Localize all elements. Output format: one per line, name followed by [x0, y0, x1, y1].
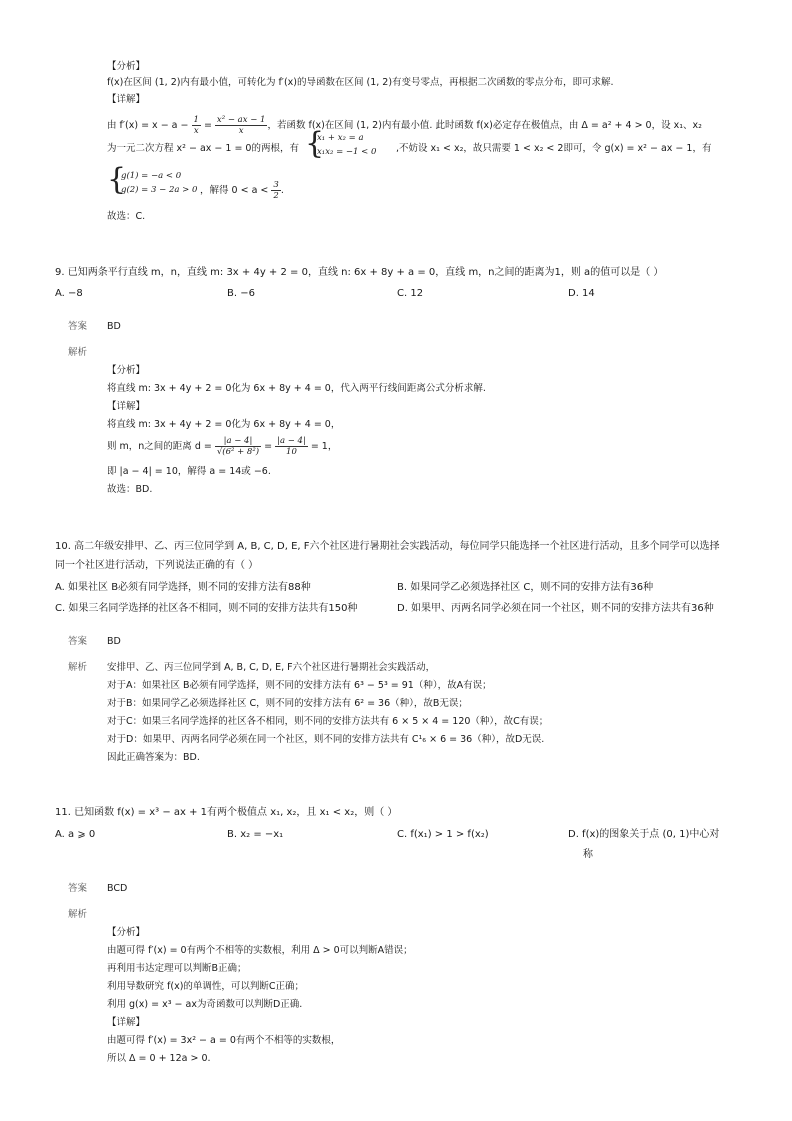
sol8-derivative-text: 由 f′(x) = x − a − [107, 120, 192, 131]
fraction-3-over-2 [271, 180, 280, 201]
q11-option-b: B. x₂ = −x₁ [227, 829, 284, 840]
q9-stem: 9. 已知两条平行直线 m，n，直线 m: 3x + 4y + 2 = 0，直线 n: 6x + 8y + a = 0，直线 m，n之间的距离为1，则 a的值可以是（ ） [55, 267, 664, 278]
q10-analysis-line-6: 因此正确答案为：BD. [107, 752, 200, 763]
q9-option-a: A. −8 [55, 288, 83, 299]
q11-detail-heading: 【详解】 [107, 1017, 146, 1028]
q10-stem-line-1: 10. 高二年级安排甲、乙、丙三位同学到 A, B, C, D, E, F六个社区进行暑期社会实践活动，每位同学只能选择一个社区进行活动，且多个同学可以选择 [55, 541, 720, 552]
q10-option-b: B. 如果同学乙必须选择社区 C，则不同的安排方法有36种 [397, 582, 654, 593]
q11-analysis-line-3: 利用导数研究 f(x)的单调性，可以判断C正确； [107, 981, 305, 992]
q9-distance-text: 则 m，n之间的距离 d = [107, 441, 215, 452]
q11-analysis-label: 解析 [68, 909, 88, 920]
fraction-denominator: x [193, 126, 199, 136]
system-eq-1: x₁ + x₂ = a [317, 133, 364, 143]
fraction-denominator: 2 [273, 191, 279, 201]
q10-analysis-line-2: 对于A：如果社区 B必须有同学选择，则不同的安排方法有 6³ − 5³ = 91（种），故A有误； [107, 680, 492, 691]
sol8-derivation-rest: ，若函数 f(x)在区间 (1, 2)内有最小值. 此时函数 f(x)必定存在极值点，由 Δ = a² + 4 > 0，设 x₁、x₂ [267, 120, 702, 131]
equals: = [261, 441, 276, 452]
q10-analysis-line-5: 对于D：如果甲、丙两名同学必须在同一个社区，则不同的安排方法共有 C¹₆ × 6 = 36（种），故D无误. [107, 734, 545, 745]
q11-detail-line-1: 由题可得 f′(x) = 3x² − a = 0有两个不相等的实数根， [107, 1035, 341, 1046]
sol8-analysis-text: f(x)在区间 (1, 2)内有最小值，可转化为 f′(x)的导函数在区间 (1, 2)有变号零点，再根据二次函数的零点分布，即可求解. [107, 77, 614, 88]
system-ineq-2: g(2) = 3 − 2a > 0 [121, 185, 198, 195]
system-ineq-1: g(1) = −a < 0 [121, 171, 182, 181]
distance-fraction-2 [275, 436, 308, 457]
q10-analysis-line-1: 安排甲、乙、丙三位同学到 A, B, C, D, E, F六个社区进行暑期社会实践活动， [107, 662, 436, 673]
q11-stem: 11. 已知函数 f(x) = x³ − ax + 1有两个极值点 x₁, x₂，且 x₁ < x₂，则（ ） [55, 807, 398, 818]
fraction-denominator: x [238, 126, 244, 136]
fraction-numerator: 3 [273, 180, 279, 190]
q10-option-a: A. 如果社区 B必须有同学选择，则不同的安排方法有88种 [55, 582, 311, 593]
q9-analysis-label: 解析 [68, 347, 88, 358]
q9-analysis-text: 将直线 m: 3x + 4y + 2 = 0化为 6x + 8y + 4 = 0，代入两平行线间距离公式分析求解. [107, 383, 486, 394]
q9-analysis-heading: 【分析】 [107, 365, 146, 376]
equals: = [200, 120, 215, 131]
q9-choice: 故选：BD. [107, 484, 153, 495]
sol8-choice: 故选：C. [107, 211, 146, 222]
q9-answer-label: 答案 [68, 321, 88, 332]
q9-option-c: C. 12 [397, 288, 424, 299]
q11-analysis-heading: 【分析】 [107, 927, 146, 938]
q11-option-d: D. f(x)的图象关于点 (0, 1)中心对 [568, 829, 720, 840]
q11-option-d-continued: 称 [583, 849, 593, 860]
q10-analysis-line-4: 对于C：如果三名同学选择的社区各不相同，则不同的安排方法共有 6 × 5 × 4 = 120（种），故C有误； [107, 716, 549, 727]
fraction-numerator: |a − 4| [215, 436, 261, 447]
q9-answer: BD [107, 321, 121, 332]
q10-option-d: D. 如果甲、丙两名同学必须在同一个社区，则不同的安排方法共有36种 [397, 603, 714, 614]
q11-option-c: C. f(x₁) > 1 > f(x₂) [397, 829, 489, 840]
q11-analysis-line-4: 利用 g(x) = x³ − ax为奇函数可以判断D正确. [107, 999, 303, 1010]
q11-answer: BCD [107, 883, 128, 894]
q11-option-a: A. a ⩾ 0 [55, 829, 96, 840]
q11-analysis-line-2: 再利用韦达定理可以判断B正确； [107, 963, 247, 974]
distance-fraction-1 [215, 436, 261, 457]
q10-analysis-label: 解析 [68, 662, 88, 673]
period: . [280, 185, 284, 196]
q11-detail-line-2: 所以 Δ = 0 + 12a > 0. [107, 1053, 211, 1064]
q10-option-c: C. 如果三名同学选择的社区各不相同，则不同的安排方法共有150种 [55, 603, 358, 614]
q9-solve: 即 |a − 4| = 10，解得 a = 14或 −6. [107, 466, 271, 477]
q9-option-d: D. 14 [568, 288, 595, 299]
q9-detail-line-1: 将直线 m: 3x + 4y + 2 = 0化为 6x + 8y + 4 = 0， [107, 419, 341, 430]
system-brace: { [107, 162, 127, 197]
fraction-numerator: |a − 4| [277, 436, 306, 446]
sol8-derivation [107, 115, 702, 136]
sol8-detail-heading: 【详解】 [107, 94, 146, 105]
q11-answer-label: 答案 [68, 883, 88, 894]
fraction-numerator: x² − ax − 1 [216, 115, 266, 125]
system-brace: { [305, 126, 325, 161]
q11-analysis-line-1: 由题可得 f′(x) = 0有两个不相等的实数根，利用 Δ > 0可以判断A错误； [107, 945, 413, 956]
q10-stem-line-2: 同一个社区进行活动，下列说法正确的有（ ） [55, 560, 259, 571]
sol8-roots-text: 为一元二次方程 x² − ax − 1 = 0的两根，有 [107, 143, 299, 154]
q10-answer-label: 答案 [68, 636, 88, 647]
sol8-analysis-heading: 【分析】 [107, 61, 146, 72]
equals-one: = 1， [307, 441, 338, 452]
sol8-result-text: ，解得 0 < a < [200, 185, 272, 196]
system-eq-2: x₁x₂ = −1 < 0 [317, 147, 377, 157]
fraction-numerator: 1 [193, 115, 199, 125]
sol8-condition-text: ,不妨设 x₁ < x₂，故只需要 1 < x₂ < 2即可，令 g(x) = x² − ax − 1，有 [396, 143, 712, 154]
sol8-result [200, 180, 284, 201]
q10-answer: BD [107, 636, 121, 647]
q10-analysis-line-3: 对于B：如果同学乙必须选择社区 C，则不同的安排方法有 6² = 36（种），故B无误； [107, 698, 468, 709]
q9-option-b: B. −6 [227, 288, 255, 299]
fraction-denominator: 10 [286, 447, 297, 457]
fraction-quadratic-over-x [215, 115, 268, 136]
q9-distance [107, 436, 337, 457]
fraction-1-over-x [192, 115, 201, 136]
fraction-denominator: √(6² + 8²) [216, 447, 260, 457]
q9-detail-heading: 【详解】 [107, 401, 146, 412]
